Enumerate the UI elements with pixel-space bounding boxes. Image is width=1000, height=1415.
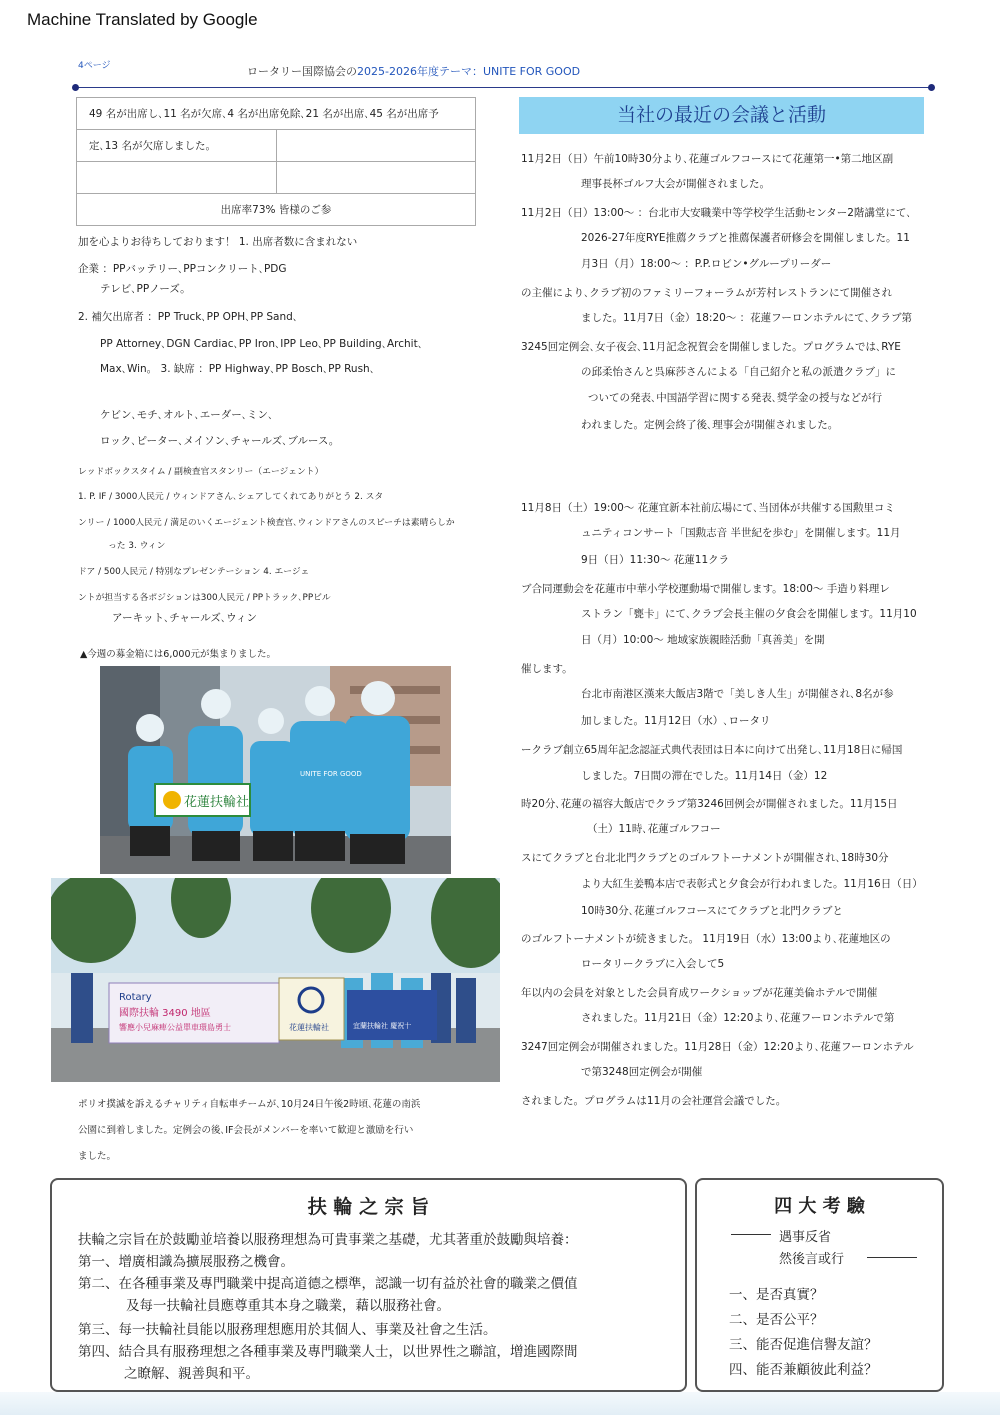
- right-line: 3245回定例会､女子夜会､11月記念祝賀会を開催しました。プログラムでは､RYE: [521, 341, 901, 353]
- right-line: 11月2日（日）午前10時30分より､花蓮ゴルフコースにて花蓮第一•第二地区副: [521, 153, 894, 165]
- caption-line: 公園に到着しました。定例会の後､IF会長がメンバーを率いて歓迎と激励を行い: [78, 1125, 414, 1136]
- four-way-item: 一、是否真實？: [729, 1287, 824, 1303]
- object-of-rotary-box: [50, 1178, 687, 1392]
- table-row: [77, 162, 476, 194]
- right-line: ュニティコンサート「国勲志音 半世紀を歩む」を開催します。11月: [581, 527, 901, 539]
- rule-dot-right: [928, 84, 935, 91]
- right-line: 台北市南港区漢来大飯店3階で「美しき人生」が開催され､8名が参: [581, 688, 894, 700]
- table-row: [77, 130, 476, 162]
- machine-translated-label: Machine Translated by Google: [27, 10, 258, 29]
- attendance-rate: 出席率73% 皆様のご参: [77, 194, 476, 226]
- right-line: 催します。: [521, 663, 573, 675]
- four-way-item: 三、能否促進信譽友誼？: [729, 1337, 878, 1353]
- right-line: 加しました。11月12日（水）､ロータリ: [581, 715, 771, 727]
- four-way-sub2: 然後言或行: [779, 1252, 845, 1267]
- page-number: 4ページ: [78, 61, 111, 71]
- donation-note: ▲今週の募金箱には6,000元が集まりました。: [80, 649, 277, 660]
- banner-district: 國際扶輪 3490 地區: [119, 1008, 211, 1019]
- four-way-test-box: [695, 1178, 944, 1392]
- left-line: Max､Win。 3. 缺席 ：PP Highway､PP Bosch､PP Rush､: [100, 363, 375, 375]
- right-line: ブ合同運動会を花蓮市中華小学校運動場で開催します。18:00～ 手造り料理レ: [521, 583, 890, 595]
- object-line: 之瞭解、親善與和平。: [124, 1366, 259, 1382]
- redbox-line: 1. P. IF / 3000人民元 / ウィンドアさん､シェアしてくれてありがとう 2. スタ: [78, 492, 384, 502]
- right-line: のゴルフトーナメントが続きました。 11月19日（水）13:00より､花蓮地区の: [521, 933, 891, 945]
- right-line: 3247回定例会が開催されました。11月28日（金）12:20より､花蓮フーロンホテル: [521, 1041, 914, 1053]
- redbox-line: アーキット､チャールズ､ウィン: [112, 612, 258, 624]
- attendance-row1: 49 名が出席し､11 名が欠席､4 名が出席免除､21 名が出席､45 名が出席予: [77, 98, 476, 130]
- right-line: 月3日（月）18:00～ ：P.P.ロビン•グループリーダー: [581, 258, 832, 270]
- rule-dot-left: [72, 84, 79, 91]
- empty-cell: [277, 162, 476, 194]
- right-line: ストラン「甕卡」にて､クラブ会長主催の夕食会を開催します。11月10: [581, 608, 917, 620]
- table-row: [77, 194, 476, 226]
- right-line: ークラブ創立65周年記念認証式典代表団は日本に向けて出発し､11月18日に帰国: [521, 744, 903, 756]
- redbox-line: ントが担当する各ポジションは300人民元 / PPトラック､PPビル: [78, 593, 331, 603]
- sub-rule-right: [867, 1257, 917, 1258]
- right-line: スにてクラブと台北北門クラブとのゴルフトーナメントが開催され､18時30分: [521, 852, 889, 864]
- object-line: 第四、結合具有服務理想之各種事業及專門職業人士，以世界性之聯誼，增進國際間: [78, 1344, 578, 1360]
- activities-header: [519, 97, 924, 134]
- right-line: で第3248回定例会が開催: [581, 1066, 703, 1078]
- redbox-line: った 3. ウィン: [108, 541, 166, 551]
- right-line: されました。11月21日（金）12:20より､花蓮フーロンホテルで第: [581, 1012, 895, 1024]
- right-line: 9日（日）11:30～ 花蓮11クラ: [581, 554, 730, 566]
- caption-line: ポリオ撲滅を訴えるチャリティ自転車チームが､10月24日午後2時頃､花蓮の南浜: [78, 1099, 421, 1110]
- right-line: ました。11月7日（金）18:20～ ：花蓮フーロンホテルにて､クラブ第: [581, 312, 913, 324]
- left-line: 加を心よりお待ちしております！ 1. 出席者数に含まれない: [78, 236, 358, 248]
- four-way-item: 二、是否公平？: [729, 1312, 824, 1328]
- theme-year: 2025-2026年度テーマ: [357, 65, 472, 78]
- theme-line: [247, 63, 580, 79]
- left-line: 企業 ：PPバッテリー､PPコンクリート､PDG: [78, 263, 287, 275]
- attendance-table: [76, 97, 476, 226]
- right-line: の主催により､クラブ初のファミリーフォーラムが芳村レストランにて開催され: [521, 287, 893, 299]
- right-line: 11月2日（日）13:00～ ：台北市大安職業中等学校学生活動センター2階講堂にて､: [521, 207, 912, 219]
- caption-line: ました。: [78, 1151, 117, 1162]
- banner-hualien: 花蓮扶輪社: [289, 1023, 329, 1032]
- cyclists-photo: [100, 666, 451, 874]
- left-line: ケビン､モチ､オルト､エーダー､ミン､: [100, 409, 274, 421]
- right-line: 時20分､花蓮の福容大飯店でクラブ第3246回例会が開催されました。11月15日: [521, 798, 898, 810]
- banner-yilan: 宜蘭扶輪社 慶祝十: [353, 1022, 412, 1030]
- left-line: 2. 補欠出席者 ：PP Truck､PP OPH､PP Sand､: [78, 311, 299, 323]
- right-line: 理事長杯ゴルフ大会が開催されました。: [581, 178, 770, 190]
- right-line: 11月8日（土）19:00～ 花蓮宜新本社前広場にて､当団体が共催する国勲里コミ: [521, 502, 895, 514]
- empty-cell: [77, 162, 277, 194]
- jersey-text: UNITE FOR GOOD: [300, 770, 362, 778]
- cyclists-photo-drawing: [100, 666, 451, 874]
- four-way-item: 四、能否兼顧彼此利益？: [729, 1362, 878, 1378]
- group-photo: [51, 878, 500, 1082]
- object-line: 扶輪之宗旨在於鼓勵並培養以服務理想為可貴事業之基礎，尤其著重於鼓勵與培養：: [78, 1232, 578, 1248]
- right-line: しました。7日間の滞在でした。11月14日（金）12: [581, 770, 828, 782]
- right-line: ついての発表､中国語学習に関する発表､奨学金の授与などが行: [588, 392, 882, 404]
- redbox-line: レッドボックスタイム / 副検査官スタンリー（エージェント）: [78, 467, 324, 477]
- activities-title: 当社の最近の会議と活動: [616, 104, 826, 126]
- redbox-line: ドア / 500人民元 / 特別なプレゼンテーション 4. エージェ: [78, 567, 310, 577]
- right-line: の邱柔怡さんと呉麻莎さんによる「自己紹介と私の派遣クラブ」に: [581, 366, 896, 378]
- sub-rule-left: [731, 1234, 771, 1235]
- attendance-row2: 定､13 名が欠席しました。: [77, 130, 277, 162]
- header-rule: [75, 87, 932, 88]
- club-sign-text: 花蓮扶輪社: [184, 795, 250, 810]
- object-line: 及每一扶輪社員應尊重其本身之職業，藉以服務社會。: [126, 1298, 450, 1314]
- right-line: されました。プログラムは11月の会社運営会議でした。: [521, 1095, 787, 1107]
- banner-rotary: Rotary: [119, 992, 152, 1003]
- four-way-sub1: 遇事反省: [779, 1230, 832, 1245]
- object-title: 扶 輪 之 宗 旨: [307, 1196, 430, 1218]
- theme-suffix: ：UNITE FOR GOOD: [471, 65, 581, 78]
- right-line: 日（月）10:00～ 地域家族親睦活動「真善美」を開: [581, 634, 825, 646]
- empty-cell: [277, 130, 476, 162]
- redbox-line: ンリー / 1000人民元 / 満足のいくエージェント検査官､ウィンドアさんのスピーチは素晴らしか: [78, 518, 455, 528]
- right-line: 2026-27年度RYE推薦クラブと推薦保護者研修会を開催しました。11: [581, 232, 910, 244]
- banner-campaign: 響應小兒麻痺公益單車環島勇士: [119, 1023, 231, 1032]
- right-line: （土）11時､花蓮ゴルフコー: [587, 823, 721, 835]
- bottom-background: [0, 1392, 1000, 1415]
- left-line: テレビ､PPノーズ。: [100, 283, 191, 295]
- group-photo-drawing: [51, 878, 500, 1082]
- left-line: PP Attorney､DGN Cardiac､PP Iron､IPP Leo､PP Building､Archit､: [100, 338, 423, 350]
- right-line: ロータリークラブに入会して5: [581, 958, 725, 970]
- theme-prefix: ロータリー国際協会の: [247, 65, 357, 78]
- four-way-title: 四 大 考 驗: [774, 1196, 865, 1217]
- right-line: 10時30分､花蓮ゴルフコースにてクラブと北門クラブと: [581, 905, 843, 917]
- right-line: われました。定例会終了後､理事会が開催されました。: [581, 419, 839, 431]
- table-row: [77, 98, 476, 130]
- right-line: より大紅生姜鴨本店で表彰式と夕食会が行われました。11月16日（日）: [581, 878, 923, 890]
- object-line: 第三、每一扶輪社員能以服務理想應用於其個人、事業及社會之生活。: [78, 1322, 497, 1338]
- object-line: 第二、在各種事業及專門職業中提高道德之標準，認識一切有益於社會的職業之價值: [78, 1276, 578, 1292]
- object-line: 第一、增廣相識為擴展服務之機會。: [78, 1254, 294, 1270]
- left-line: ロック､ピーター､メイソン､チャールズ､ブルース。: [100, 435, 340, 447]
- right-line: 年以内の会員を対象とした会員育成ワークショップが花蓮美倫ホテルで開催: [521, 987, 878, 999]
